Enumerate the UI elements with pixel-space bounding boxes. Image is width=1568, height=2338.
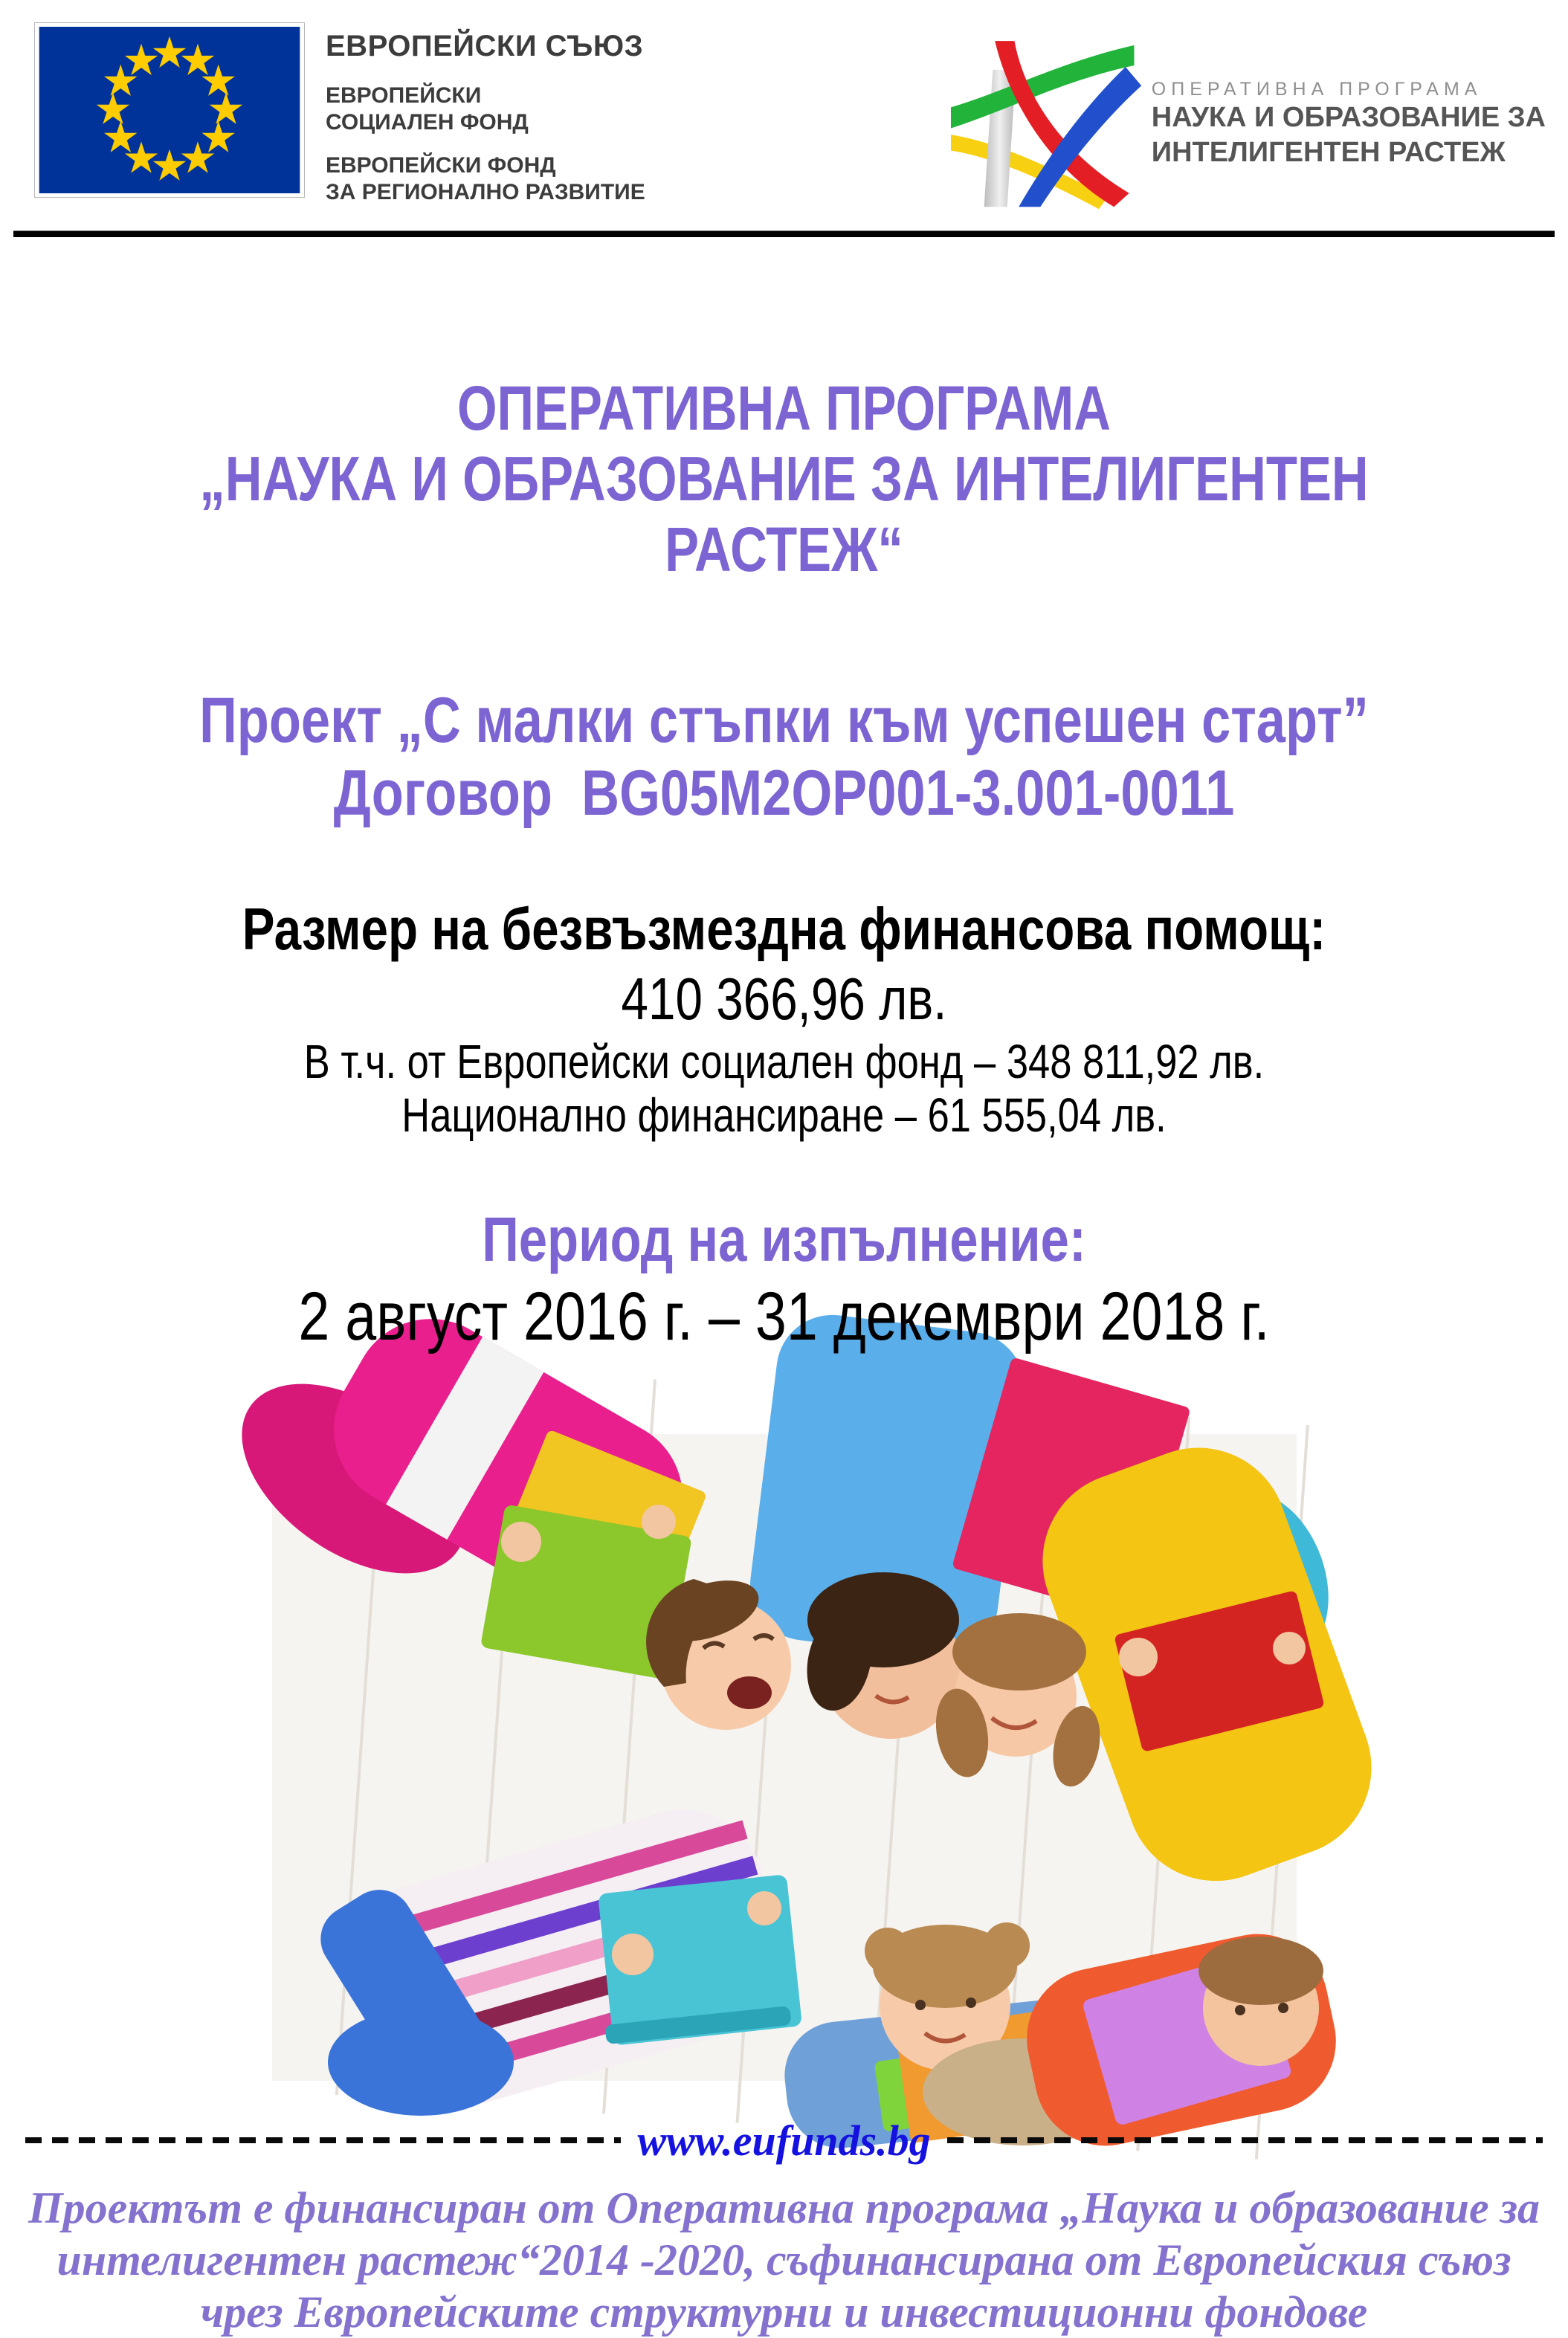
project-name-line: Проект „С малки стъпки към успешен старт” (199, 685, 1369, 756)
period-section (0, 1204, 1568, 1358)
op-kicker-label: ОПЕРАТИВНА ПРОГРАМА (1151, 79, 1482, 100)
erdf-label-line2: ЗА РЕГИОНАЛНО РАЗВИТИЕ (326, 180, 645, 204)
eufunds-link[interactable]: www.eufunds.bg (637, 2116, 931, 2165)
esf-label-line2: СОЦИАЛЕН ФОНД (326, 110, 529, 135)
header-divider (13, 230, 1555, 237)
dash-line-left (25, 2137, 621, 2143)
op-ribbons-icon (951, 22, 1146, 210)
footer-note-line3: чрез Европейските структурни и инвестиционни фондове (200, 2287, 1368, 2337)
header (0, 0, 1568, 220)
grant-section (0, 895, 1568, 1142)
op-name-line1: НАУКА И ОБРАЗОВАНИЕ ЗА (1151, 102, 1546, 133)
dash-line-right (947, 2137, 1543, 2143)
grant-heading: Размер на безвъзмездна финансова помощ: (242, 896, 1326, 962)
program-title-line1: ОПЕРАТИВНА ПРОГРАМА (456, 373, 1112, 443)
op-name-line2: ИНТЕЛИГЕНТЕН РАСТЕЖ (1151, 137, 1506, 168)
footer-separator (25, 2118, 1543, 2163)
eu-union-label: ЕВРОПЕЙСКИ СЪЮЗ (326, 30, 644, 62)
footer-note-line1: Проектът е финансиран от Оперативна програма „Наука и образование за (28, 2183, 1540, 2232)
esf-label-line1: ЕВРОПЕЙСКИ (326, 83, 482, 108)
program-title (0, 373, 1568, 585)
project-title (0, 684, 1568, 830)
grant-esf-line: В т.ч. от Европейски социален фонд – 348 811,92 лв. (303, 1035, 1265, 1088)
op-logo-block (951, 22, 1546, 210)
program-title-line2: „НАУКА И ОБРАЗОВАНИЕ ЗА ИНТЕЛИГЕНТЕН РАСТЕЖ“ (199, 444, 1369, 584)
project-contract-line: Договор BG05M2OP001-3.001-0011 (333, 758, 1235, 829)
children-photo (272, 1434, 1297, 2081)
footer-note-line2: интелигентен растеж“2014 -2020, съфинансирана от Европейския съюз (57, 2235, 1511, 2284)
eu-logo-block (34, 22, 645, 206)
period-dates: 2 август 2016 г. – 31 декември 2018 г. (298, 1279, 1270, 1354)
footer-funding-note (0, 2182, 1568, 2338)
eu-flag-svg (39, 27, 300, 193)
children-photo-illustration (272, 1434, 1297, 2081)
period-heading: Период на изпълнение: (482, 1204, 1086, 1274)
grant-amount: 410 366,96 лв. (621, 966, 947, 1032)
erdf-label-line1: ЕВРОПЕЙСКИ ФОНД (326, 153, 556, 178)
grant-national-line: Национално финансиране – 61 555,04 лв. (401, 1088, 1167, 1142)
eu-flag-icon (34, 22, 305, 198)
op-logo-text (1152, 79, 1546, 170)
eu-logo-text (326, 22, 645, 206)
